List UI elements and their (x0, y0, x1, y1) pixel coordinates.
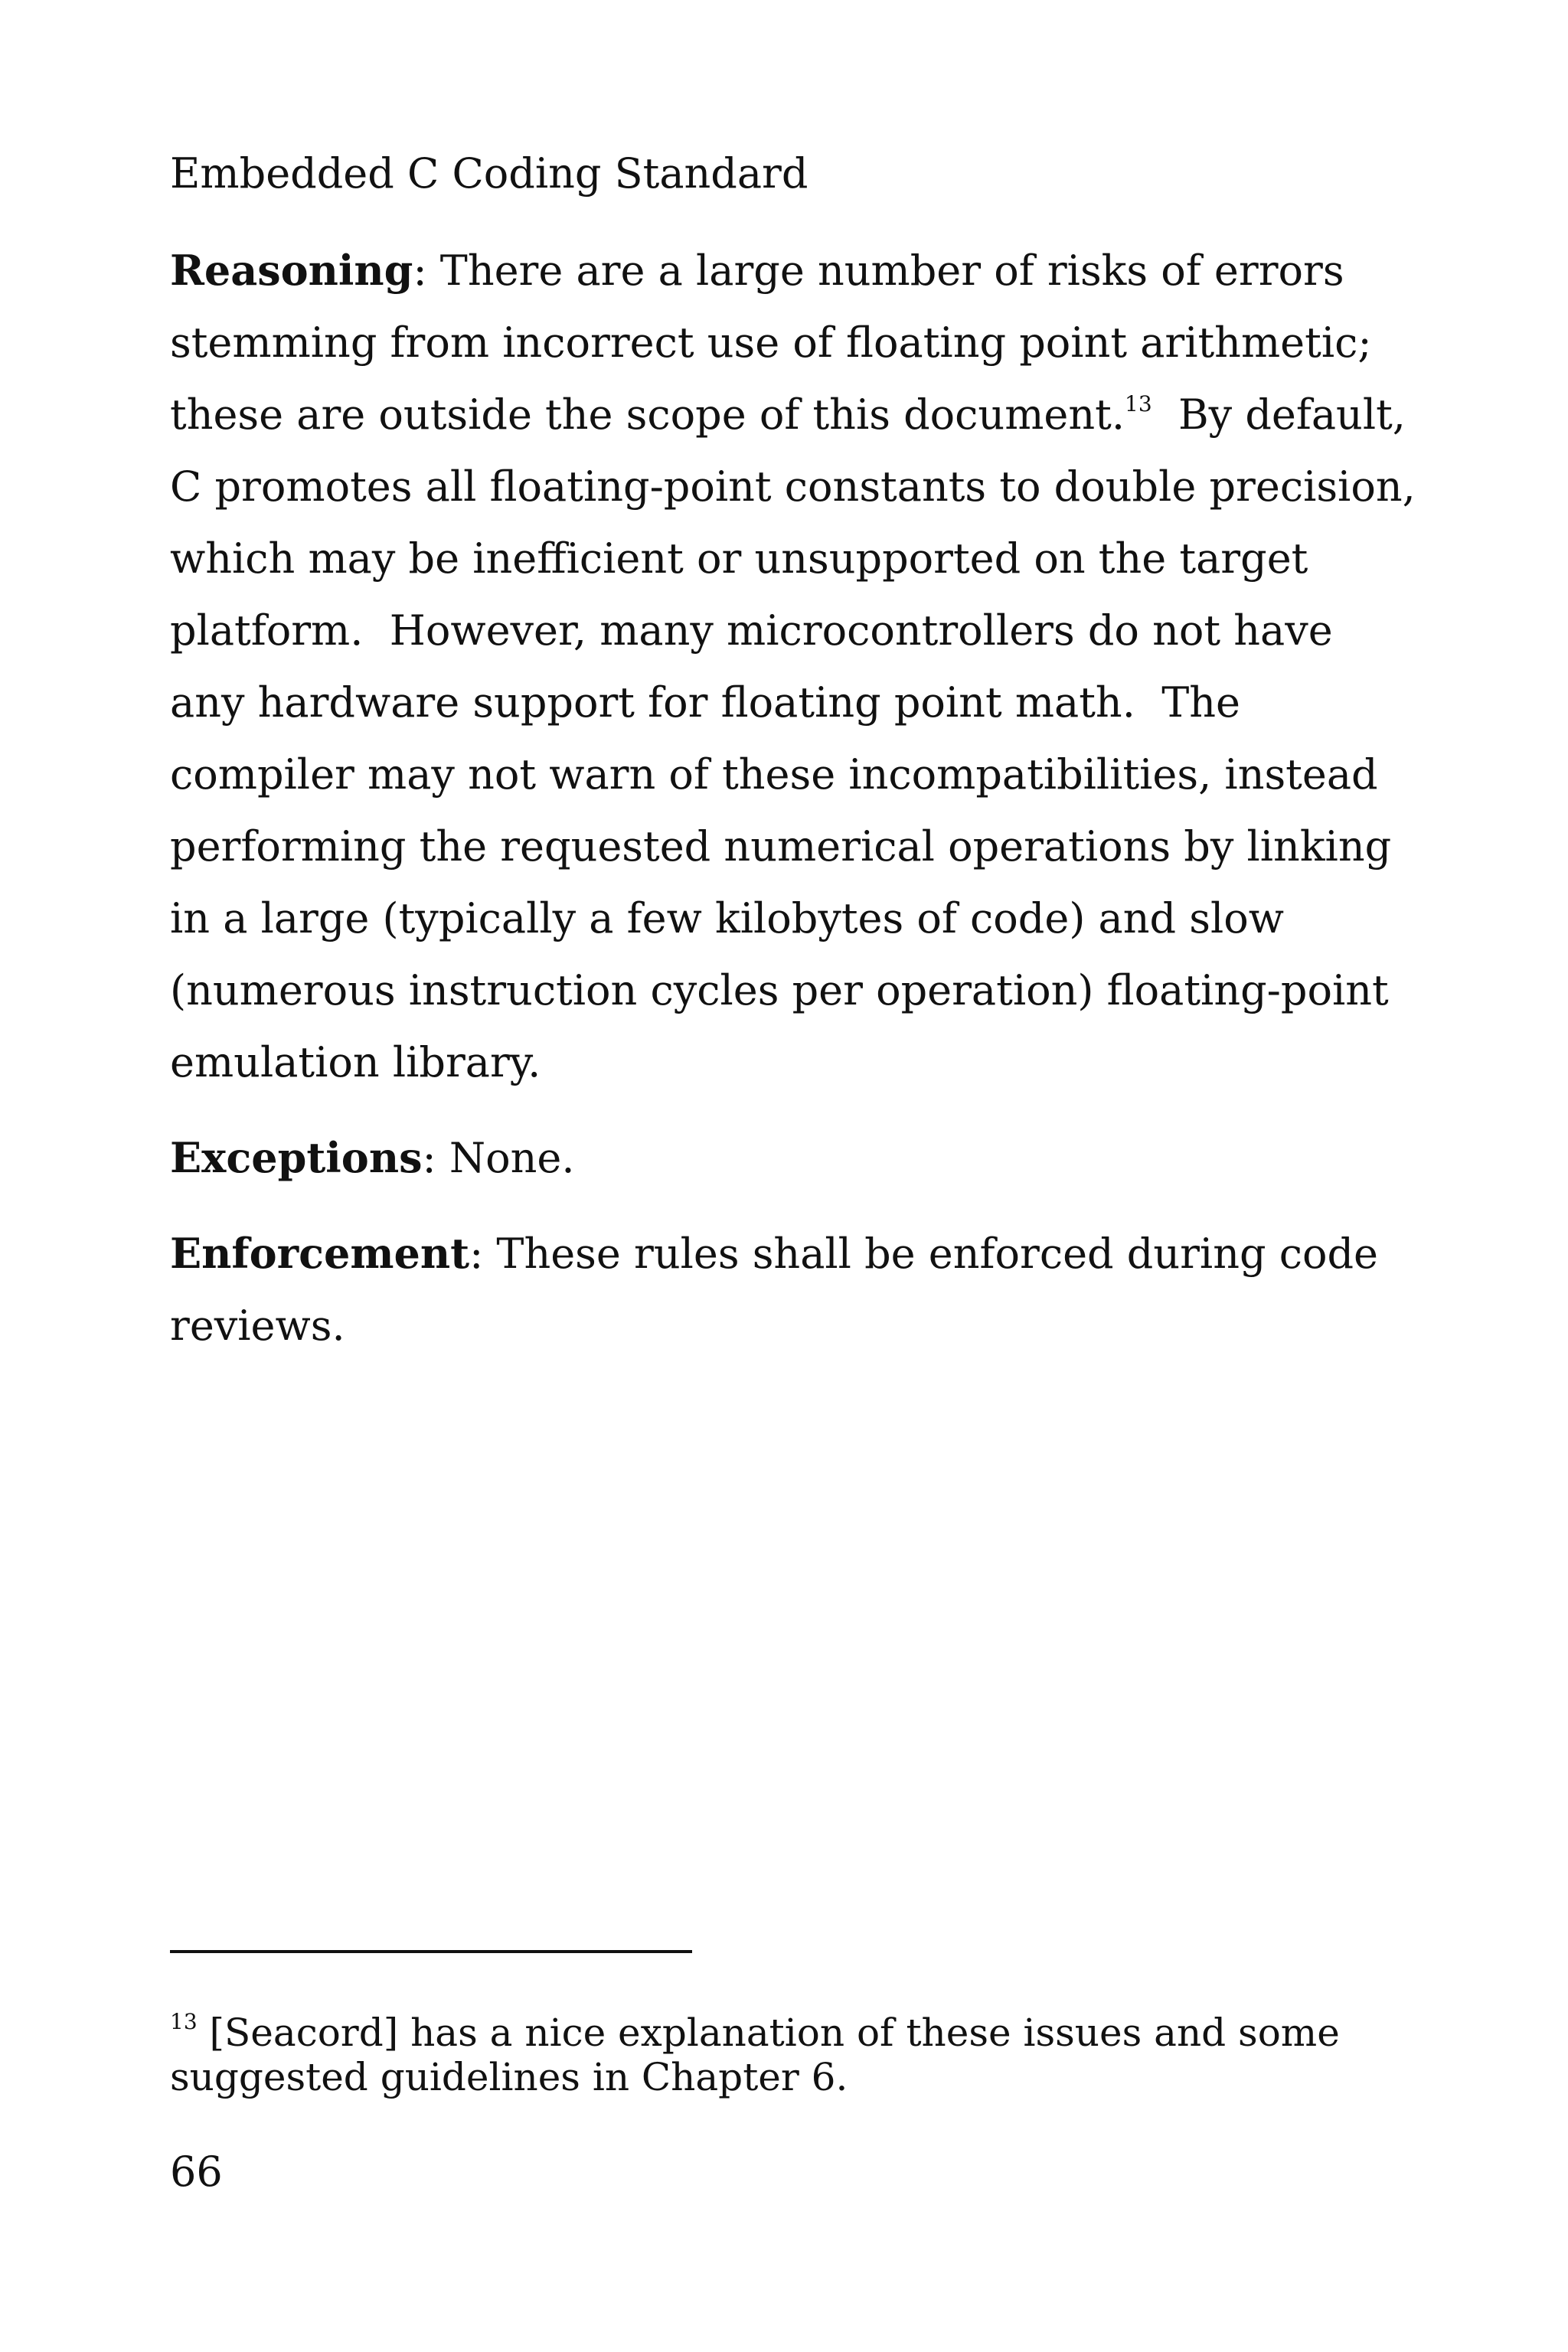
enforcement-term: Enforcement (170, 1229, 470, 1278)
reasoning-line-1-text: : There are a large number of risks of errors (413, 247, 1344, 295)
exceptions-line (170, 1122, 1334, 1194)
enforcement-line-1-text: : These rules shall be enforced during code (469, 1230, 1378, 1278)
running-header: Embedded C Coding Standard (170, 149, 808, 198)
footnote-line-1 (170, 2011, 1364, 2055)
enforcement-line-1 (170, 1217, 1378, 1290)
reasoning-line-7: any hardware support for floating point math. The (170, 678, 1240, 727)
reasoning-line-8: compiler may not warn of these incompatibilities, instead (170, 750, 1378, 799)
reasoning-line-3-text: these are outside the scope of this document. (170, 390, 1125, 439)
body-content (170, 234, 1416, 1385)
footnote (170, 2011, 1364, 2099)
reasoning-line-3 (170, 379, 1406, 451)
footnote-line-2: suggested guidelines in Chapter 6. (170, 2055, 848, 2099)
footnote-line-1-text: [Seacord] has a nice explanation of these issues and some (197, 2011, 1340, 2055)
footnote-divider (170, 1950, 692, 1953)
reasoning-line-1 (170, 234, 1344, 307)
reasoning-line-12: emulation library. (170, 1038, 541, 1086)
footnote-marker: 13 (170, 2009, 198, 2035)
page-number: 66 (170, 2148, 223, 2196)
reasoning-line-5: which may be inefficient or unsupported on the target (170, 534, 1308, 583)
reasoning-line-2: stemming from incorrect use of floating point arithmetic; (170, 318, 1372, 367)
reasoning-line-10: in a large (typically a few kilobytes of code) and slow (170, 894, 1284, 942)
reasoning-line-4: C promotes all floating-point constants to double precision, (170, 462, 1416, 511)
exceptions-term: Exceptions (170, 1133, 423, 1182)
reasoning-line-3-tail: By default, (1152, 390, 1406, 439)
reasoning-line-11: (numerous instruction cycles per operation) floating-point (170, 966, 1389, 1014)
enforcement-line-2: reviews. (170, 1302, 345, 1350)
reasoning-line-9: performing the requested numerical operations by linking (170, 822, 1392, 871)
exceptions-text: : None. (422, 1134, 575, 1182)
reasoning-line-6: platform. However, many microcontrollers do not have (170, 606, 1333, 655)
reasoning-term: Reasoning (170, 246, 413, 295)
enforcement-paragraph (170, 1217, 1378, 1362)
exceptions-paragraph (170, 1122, 1334, 1194)
footnote-reference: 13 (1125, 391, 1152, 416)
reasoning-paragraph (170, 234, 1416, 1099)
